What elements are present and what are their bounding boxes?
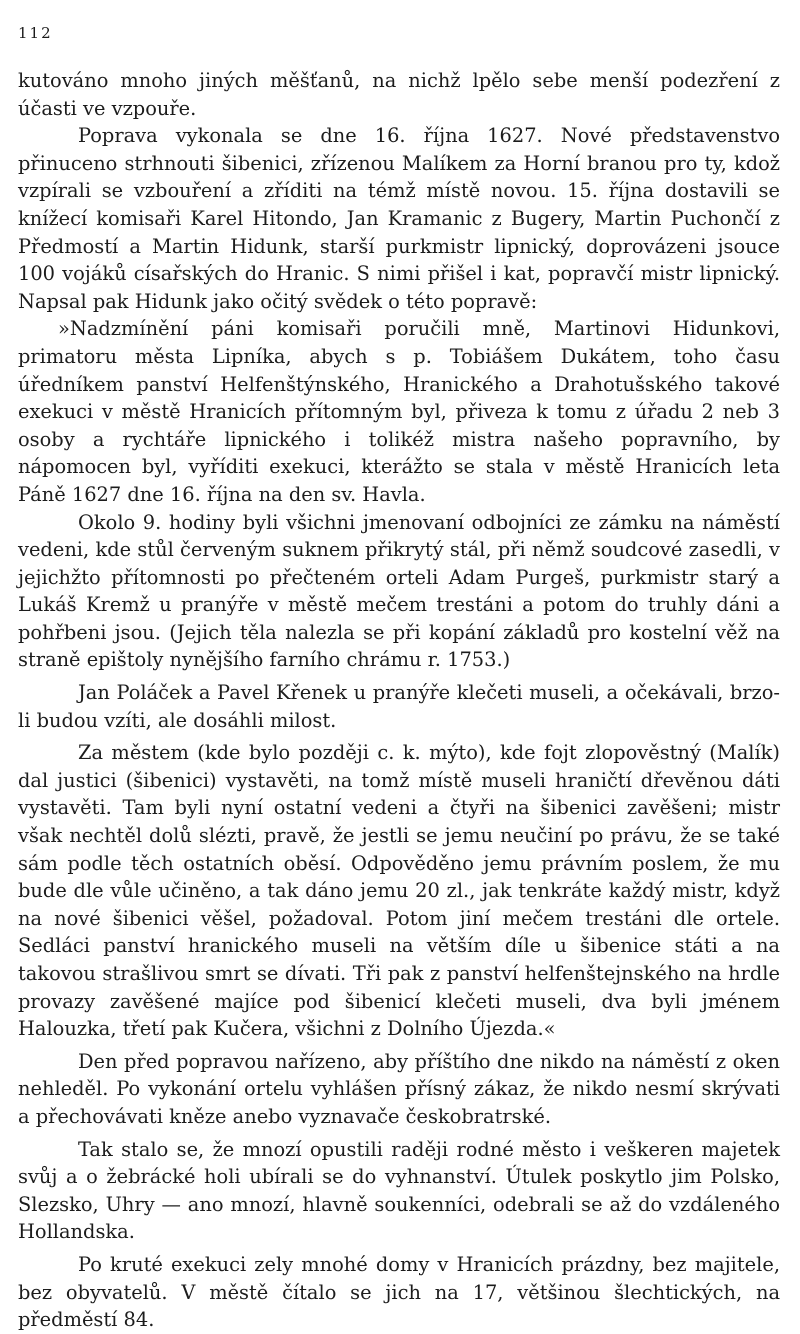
paragraph-execution-date: Poprava vykonala se dne 16. října 1627. Nové představenstvo přinuceno strhnouti šibenici, zřízenou Malíkem za Horní branou pro ty, kdož vzpírali se vzbouření a zříditi na témž místě novou. 15. října dostavili se knížecí komisaři Karel Hitondo, Jan Kramanic z Bugery, Martin Puchončí z Předmostí a Martin Hidunk, starší purkmistr lipnický, doprovázeni jsouce 100 vojáků císařských do Hranic. S nimi přišel i kat, popravčí mistr lipnický. Napsal pak Hidunk jako očitý svědek o této popravě: bbox=[18, 124, 780, 313]
paragraph-quote-start: »Nadzmínění páni komisaři poručili mně, Martinovi Hidunkovi, primatoru města Lipníka, abych s p. Tobiášem Dukátem, toho času úředníkem panství Helfenštýnského, Hranického a Drahotušského takové exekuci v městě Hranicích přítomným byl, přiveza k tomu z úřadu 2 neb 3 osoby a rychtáře lipnického i tolikéž mistra našeho popravního, by nápomocen byl, vyříditi exekuci, kterážto se stala v městě Hranicích leta Páně 1627 dne 16. října na den sv. Havla. bbox=[18, 317, 780, 506]
paragraph-exile: Tak stalo se, že mnozí opustili raději rodné město i veškeren majetek svůj a o žebrácké holi ubírali se do vyhnanství. Útulek poskytlo jim Polsko, Slezsko, Uhry — ano mnozí, hlavně soukenníci, odebrali se až do vzdáleného Hollandska. bbox=[18, 1137, 780, 1244]
page-number: 112 bbox=[18, 24, 53, 42]
paragraph-polacek: Jan Poláček a Pavel Křenek u pranýře klečeti museli, a očekávali, brzo-li budou vzíti, ale dosáhli milost. bbox=[18, 681, 780, 732]
paragraph-empty-houses: Po kruté exekuci zely mnohé domy v Hranicích prázdny, bez majitele, bez obyvatelů. V městě čítalo se jich na 17, většinou šlechtických, na předměstí 84. bbox=[18, 1252, 780, 1332]
paragraph-continuation: kutováno mnoho jiných měšťanů, na nichž lpělo sebe menší podezření z účasti ve vzpouře. bbox=[18, 69, 780, 120]
body-text bbox=[18, 67, 780, 1334]
paragraph-gallows: Za městem (kde bylo později c. k. mýto), kde fojt zlopověstný (Malík) dal justici (šibenici) vystavěti, na tomž místě museli hraničtí dřevěnou dáti vystavěti. Tam byli nyní ostatní vedeni a čtyři na šibenici zavěšeni; mistr však nechtěl dolů slézti, pravě, že jestli se jemu neučiní po právu, že se také sám podle těch ostatních oběsí. Odpověděno jemu právním poslem, že mu bude dle vůle učiněno, a tak dáno jemu 20 zl., jak tenkráte každý mistr, když na nové šibenici věšel, požadoval. Potom jiní mečem trestáni dle ortele. Sedláci panství hranického museli na větším díle u šibenice státi a na takovou strašlivou smrt se dívati. Tři pak z panství helfenštejnského na hrdle provazy zavěšené majíce pod šibenicí klečeti museli, dva byli jménem Halouzka, třetí pak Kučera, všichni z Dolního Újezda.« bbox=[18, 741, 780, 1041]
paragraph-nine-oclock: Okolo 9. hodiny byli všichni jmenovaní odbojníci ze zámku na náměstí vedeni, kde stůl červeným suknem přikrytý stál, při němž soudcové zasedli, v jejichžto přítomnosti po přečteném orteli Adam Purgeš, purkmistr starý a Lukáš Kremž u pranýře v městě mečem trestáni a potom do truhly dáni a pohřbeni jsou. (Jejich těla nalezla se při kopání základů pro kostelní věž na straně epištoly nynějšího farního chrámu r. 1753.) bbox=[18, 510, 780, 672]
paragraph-prohibition: Den před popravou nařízeno, aby příštího dne nikdo na náměstí z oken nehleděl. Po vykonání ortelu vyhlášen přísný zákaz, že nikdo nesmí skrývati a přechovávati kněze anebo vyznavače českobratrské. bbox=[18, 1049, 780, 1128]
